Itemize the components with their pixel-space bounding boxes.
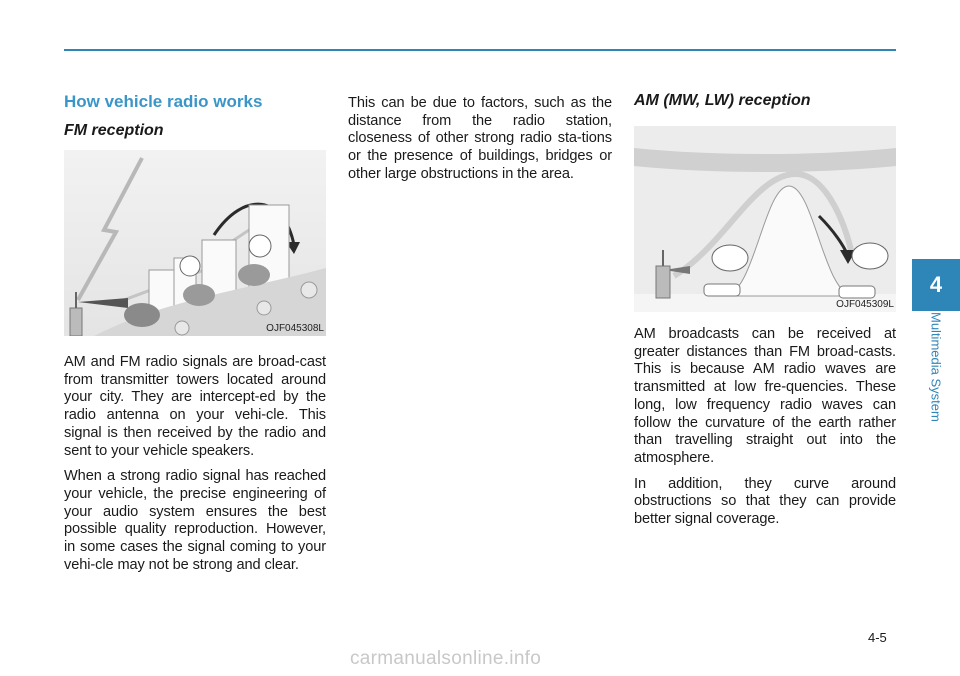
page-number: 4-5 bbox=[868, 630, 887, 645]
body-paragraph: AM broadcasts can be received at greater distances than FM broad-casts. This is because AM radio waves are transmitted at low fre-quencies. These long, low frequency radio waves can follow the curvature of the earth rather than travelling straight out into the atmosphere. bbox=[634, 326, 896, 466]
chapter-label: Multimedia System bbox=[928, 312, 944, 422]
chapter-tab[interactable] bbox=[912, 259, 960, 311]
am-illustration-graphic bbox=[634, 126, 896, 312]
body-paragraph: AM and FM radio signals are broad-cast from transmitter towers located around your city. They are intercept-ed by the radio antenna on your vehi-cle. This signal is then received by the radio and sent to your vehicle speakers. bbox=[64, 354, 326, 459]
am-reception-illustration bbox=[634, 126, 896, 312]
body-paragraph: When a strong radio signal has reached your vehicle, the precise engineering of your audio system ensures the best possible quality reproduction. However, in some cases the signal coming to your vehi-cle may not be strong and clear. bbox=[64, 468, 326, 573]
fm-subtitle: FM reception bbox=[64, 122, 164, 139]
body-paragraph: In addition, they curve around obstructions so that they can provide better signal coverage. bbox=[634, 475, 896, 528]
figure-code: OJF045309L bbox=[836, 299, 894, 310]
section-title: How vehicle radio works bbox=[64, 92, 263, 111]
chapter-number: 4 bbox=[929, 272, 943, 297]
watermark: carmanualsonline.info bbox=[350, 648, 542, 669]
column-middle bbox=[348, 95, 612, 192]
am-subtitle: AM (MW, LW) reception bbox=[634, 92, 811, 109]
column-left bbox=[64, 92, 326, 582]
body-paragraph: This can be due to factors, such as the distance from the radio station, closeness of other strong radio sta-tions or the presence of buildings, bridges or other large obstructions in the area. bbox=[348, 95, 612, 182]
fm-illustration-graphic bbox=[64, 150, 326, 336]
column-right bbox=[634, 92, 896, 537]
figure-code: OJF045308L bbox=[266, 323, 324, 334]
fm-reception-illustration bbox=[64, 150, 326, 336]
top-rule bbox=[64, 49, 896, 51]
